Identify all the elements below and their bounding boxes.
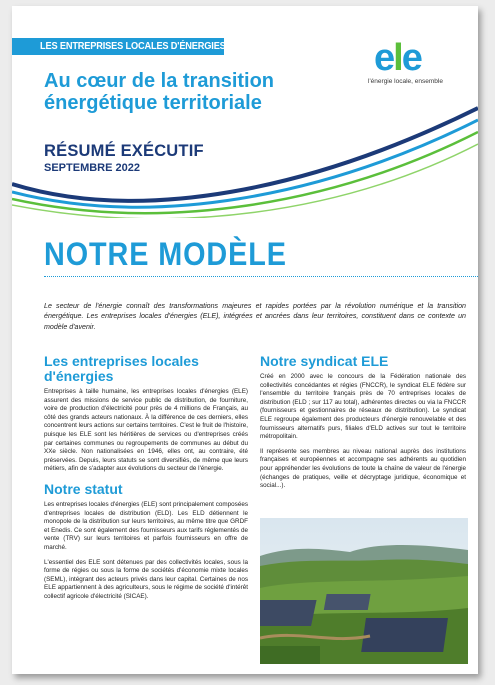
paragraph-syndicat-2: Il représente ses membres au niveau national auprès des institutions françaises et européennes et accompagne ses adhérents au quotidien pour appréhender les évolutions de toute la chaîne de valeur de l'énergie (échanges de pratiques, veille et décryptage juridique, économique et social...).	[260, 447, 466, 490]
solar-farm-photo	[260, 518, 468, 664]
section-divider	[44, 276, 478, 277]
paragraph-entreprises-locales: Entreprises à taille humaine, les entreprises locales d'énergies (ELE) assurent des missions de service public de distribution, de fourniture, voire de production d'électricité pour près de 4 millions de Français, au côté des grands acteurs nationaux. À la différence de ces derniers, elles concentrent leurs actions sur certains territoires. C'est le fruit de l'histoire, puisque les ELE sont les héritières de services ou d'entreprises créés par certaines communes ou regroupements de communes au début du XXe siècle. Non nationalisées en 1946, elles ont, au contraire, été préservées. Depuis, leurs statuts se sont diversifiés, de même que leurs métiers, afin de s'adapter aux évolutions du secteur de l'énergie.	[44, 388, 248, 473]
heading-entreprises-locales: Les entreprises locales d'énergies	[44, 353, 199, 384]
document-page	[12, 6, 478, 674]
header-tagline: LES ENTREPRISES LOCALES D'ÉNERGIES	[40, 40, 226, 52]
paragraph-syndicat-1: Créé en 2000 avec le concours de la Fédération nationale des collectivités concédantes et régies (FNCCR), le syndicat ELE fédère sur l'ensemble du territoire français près de 70 entreprises locales de distribution (ELD ; sur 117 au total), adhérentes directes ou via la FNCCR (fournisseurs et gestionnaires de réseaux de distribution). Le syndicat ELE regroupe également des producteurs d'énergie renouvelable et des fournisseurs alternatifs purs, filiales d'ELD actives sur tout le territoire métropolitain.	[260, 373, 466, 441]
section-title: NOTRE MODÈLE	[44, 236, 287, 272]
header-tagline-bar	[12, 38, 224, 55]
right-column	[260, 354, 466, 491]
ele-logo	[368, 38, 466, 88]
logo-wordmark: ele	[374, 37, 421, 79]
intro-paragraph: Le secteur de l'énergie connaît des transformations majeures et rapides portées par la révolution numérique et la transition énergétique. Les entreprises locales d'énergies (ELE), intégrées et ancrées dans leur territoires, constituent dans ce contexte un modèle d'avenir.	[44, 302, 466, 331]
heading-notre-syndicat: Notre syndicat ELE	[260, 353, 389, 369]
paragraph-statut-1: Les entreprises locales d'énergies (ELE) sont principalement composées d'entreprises locales de distribution (ELD). Les ELD détiennent le monopole de la distribution sur leurs territoires, au même titre que GRDF et Enedis. Ce sont également des fournisseurs aux tarifs réglementés de vente (TRV) sur leurs territoires et parfois fournisseurs en offre de marché.	[44, 500, 248, 551]
report-type: RÉSUMÉ EXÉCUTIF	[44, 142, 204, 160]
heading-notre-statut: Notre statut	[44, 480, 123, 497]
page-title: Au cœur de la transition énergétique territoriale	[44, 70, 275, 114]
left-column	[44, 354, 248, 601]
paragraph-statut-2: L'essentiel des ELE sont détenues par des collectivités locales, sous la forme de régies ou sous la forme de sociétés d'économie mixte locales (SEML), intégrant des acteurs privés dans leur capital. Certaines de nos ELE appartiennent à des agriculteurs, sous le régime de société d'intérêt collectif agricole d'électricité (SICAE).	[44, 558, 248, 600]
report-date: SEPTEMBRE 2022	[44, 162, 140, 174]
logo-subtitle: l'énergie locale, ensemble	[368, 78, 443, 85]
